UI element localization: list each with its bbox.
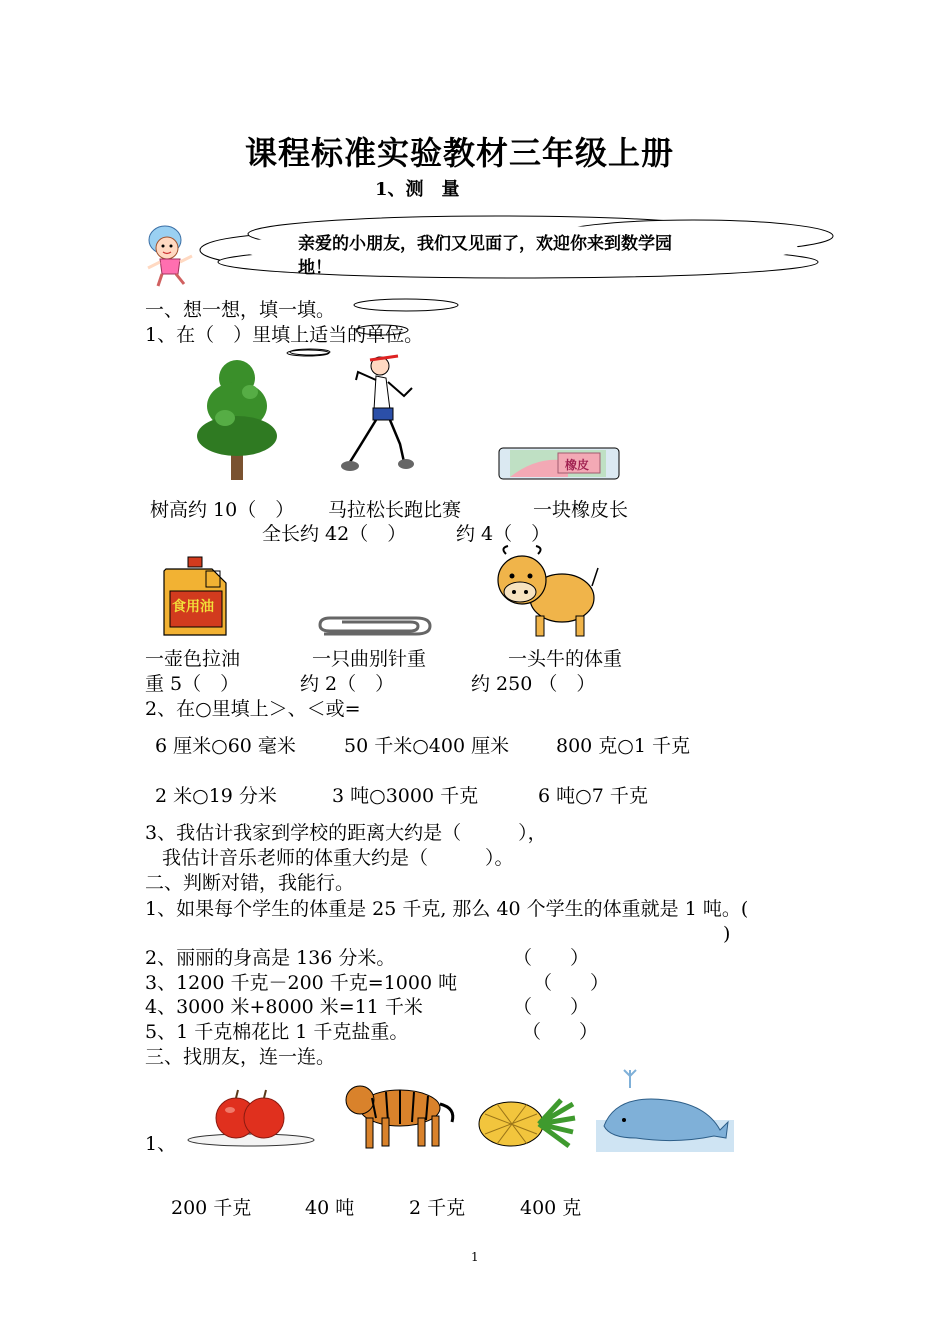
oil-caption-1: 一壶色拉油 [145,648,241,670]
judge-paren-3: （ ） [533,972,610,994]
marathon-runner-icon [338,350,418,485]
page-subtitle: 1、测 量 [375,179,460,200]
clip-caption-1: 一只曲别针重 [312,648,427,670]
judge-item-3: 3、1200 千克－200 千克=1000 吨 [145,972,458,994]
q2-item-1: 6 厘米○60 毫米 [155,735,296,757]
q1-prompt: 1、在（ ）里填上适当的单位。 [145,324,424,346]
section3-heading: 三、找朋友，连一连。 [145,1046,336,1068]
judge-item-2: 2、丽丽的身高是 136 分米。 [145,947,396,969]
q3-line-2: 我估计音乐老师的体重大约是（ ）。 [162,847,514,869]
q3-line-1: 3、我估计我家到学校的距离大约是（ ）， [145,822,547,844]
weight-option-3: 2 千克 [409,1197,466,1219]
judge-item-4: 4、3000 米+8000 米=11 千米 [145,996,423,1018]
judge-paren-4: （ ） [513,996,590,1018]
decorative-oval-small [285,348,331,358]
judge-paren-2: （ ） [513,947,590,969]
marathon-caption-1: 马拉松长跑比赛 [328,499,462,521]
q2-item-3: 800 克○1 千克 [556,735,691,757]
weight-option-2: 40 吨 [305,1197,355,1219]
section1-heading: 一、想一想，填一填。 [145,299,336,321]
judge-item-1: 1、如果每个学生的体重是 25 千克, 那么 40 个学生的体重就是 1 吨。( [145,898,749,920]
match-item-label: 1、 [145,1133,177,1155]
q2-prompt: 2、在○里填上＞、＜或= [145,698,361,720]
q2-item-4: 2 米○19 分米 [155,785,277,807]
q2-item-5: 3 吨○3000 千克 [332,785,479,807]
eraser-icon [498,447,620,480]
marathon-caption-2: 全长约 42（ ） [262,523,407,545]
cow-icon [490,546,600,640]
judge-paren-5: （ ） [522,1021,599,1043]
eraser-caption-2: 约 4（ ） [456,523,551,545]
tiger-icon [342,1078,460,1152]
weight-option-4: 400 克 [520,1197,582,1219]
section2-heading: 二、判断对错，我能行。 [145,872,355,894]
tree-icon [195,358,280,483]
judge-item-5: 5、1 千克棉花比 1 千克盐重。 [145,1021,409,1043]
eraser-caption-1: 一块橡皮长 [533,499,629,521]
oil-caption-2: 重 5（ ） [145,673,240,695]
cow-caption-1: 一头牛的体重 [508,648,623,670]
paper-clip-icon [312,614,437,638]
page-number: 1 [471,1250,479,1264]
oil-label: 食用油 [172,599,214,615]
pineapple-icon [477,1098,575,1150]
bubble-text: 亲爱的小朋友，我们又见面了，欢迎你来到数学园地！ [298,234,672,278]
eraser-label: 橡皮 [565,458,590,472]
apples-icon [186,1088,316,1148]
q2-item-2: 50 千米○400 厘米 [344,735,510,757]
judge-paren-1: ) [723,923,731,945]
weight-option-1: 200 千克 [171,1197,252,1219]
cow-caption-2: 约 250 （ ） [471,673,596,695]
tree-caption: 树高约 10（ ） [150,499,295,521]
mascot-girl-icon [140,222,200,290]
q2-item-6: 6 吨○7 千克 [538,785,648,807]
clip-caption-2: 约 2（ ） [300,673,395,695]
whale-icon [596,1068,734,1152]
page-title: 课程标准实验教材三年级上册 [245,134,675,172]
